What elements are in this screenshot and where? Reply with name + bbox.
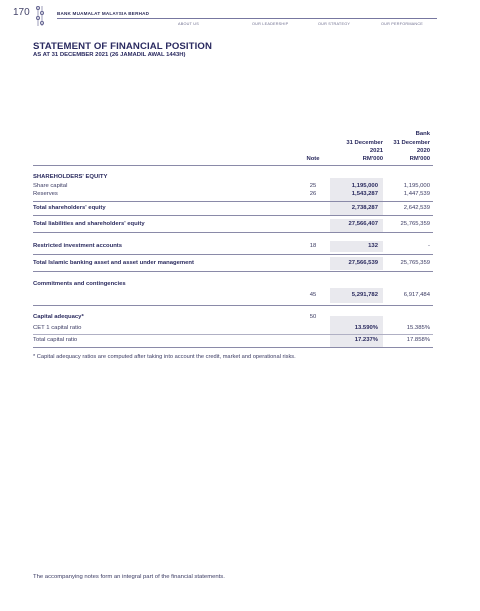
header-rule — [33, 165, 433, 166]
page-number: 170 — [13, 7, 30, 18]
share-capital-2021: 1,195,000 — [351, 183, 378, 189]
reserves-note: 26 — [309, 191, 317, 197]
ria-note: 18 — [309, 243, 317, 249]
commitments-note: 45 — [309, 292, 317, 298]
divider-cet1 — [33, 334, 433, 335]
total-aum-label: Total Islamic banking asset and asset under management — [33, 260, 194, 266]
total-liab-equity-2021: 27,566,407 — [348, 221, 378, 227]
shade-2021-capital — [330, 316, 383, 348]
total-equity-2020: 2,642,539 — [403, 205, 430, 211]
nav-about-us[interactable]: ABOUT US — [178, 22, 199, 26]
total-capital-label: Total capital ratio — [33, 337, 78, 343]
equity-heading: SHAREHOLDERS' EQUITY — [33, 174, 108, 180]
col-2021-line3: RM'000 — [362, 156, 383, 162]
nav-our-strategy[interactable]: OUR STRATEGY — [318, 22, 351, 26]
divider-commitments — [33, 305, 433, 306]
total-equity-label: Total shareholders' equity — [33, 205, 106, 211]
share-capital-2020: 1,195,000 — [403, 183, 430, 189]
col-group-bank: Bank — [415, 131, 430, 137]
ria-label: Restricted investment accounts — [33, 243, 123, 249]
divider-total-equity — [33, 215, 433, 216]
share-capital-note: 25 — [309, 183, 317, 189]
reserves-2021: 1,543,287 — [351, 191, 378, 197]
col-2020-line3: RM'000 — [409, 156, 430, 162]
total-liab-equity-label: Total liabilities and shareholders' equity — [33, 221, 145, 227]
divider-equity-subtotal — [33, 201, 433, 202]
cet1-2020: 15.385% — [406, 325, 430, 331]
nav-our-leadership[interactable]: OUR LEADERSHIP — [252, 22, 289, 26]
ria-2021: 132 — [368, 243, 378, 249]
total-aum-2020: 25,765,359 — [400, 260, 430, 266]
page-subtitle: AS AT 31 DECEMBER 2021 (26 JAMADIL AWAL 1443H) — [33, 52, 186, 58]
col-2021-line1: 31 December — [346, 140, 383, 146]
footnote: * Capital adequacy ratios are computed after taking into account the credit, market and operational risks. — [33, 354, 296, 360]
page-title: STATEMENT OF FINANCIAL POSITION — [33, 41, 212, 52]
col-note: Note — [306, 156, 320, 162]
share-capital-label: Share capital — [33, 183, 68, 189]
nav-our-performance[interactable]: OUR PERFORMANCE — [381, 22, 424, 26]
divider-ria — [33, 254, 433, 255]
commitments-label: Commitments and contingencies — [33, 281, 126, 287]
header-divider — [57, 18, 437, 19]
total-capital-2021: 17.237% — [354, 337, 378, 343]
bank-logo-icon — [35, 5, 46, 27]
divider-total-aum — [33, 271, 433, 272]
col-2020-line1: 31 December — [393, 140, 430, 146]
bank-name: BANK MUAMALAT MALAYSIA BERHAD — [57, 11, 150, 16]
col-2020-line2: 2020 — [416, 148, 430, 154]
reserves-2020: 1,447,539 — [403, 191, 430, 197]
total-capital-2020: 17.858% — [406, 337, 430, 343]
capital-adequacy-label: Capital adequacy* — [33, 314, 84, 320]
cet1-label: CET 1 capital ratio — [33, 325, 82, 331]
total-liab-equity-2020: 25,765,359 — [400, 221, 430, 227]
cet1-2021: 13.590% — [354, 325, 378, 331]
capital-adequacy-note: 50 — [309, 314, 317, 320]
divider-total-capital — [33, 347, 433, 348]
col-2021-line2: 2021 — [369, 148, 383, 154]
total-aum-2021: 27,566,539 — [348, 260, 378, 266]
divider-total-liab — [33, 232, 433, 233]
page-footer: The accompanying notes form an integral part of the financial statements. — [33, 574, 225, 580]
reserves-label: Reserves — [33, 191, 58, 197]
commitments-2021: 5,291,782 — [351, 292, 378, 298]
total-equity-2021: 2,738,287 — [351, 205, 378, 211]
commitments-2020: 6,917,484 — [403, 292, 430, 298]
ria-2020: - — [428, 243, 430, 249]
